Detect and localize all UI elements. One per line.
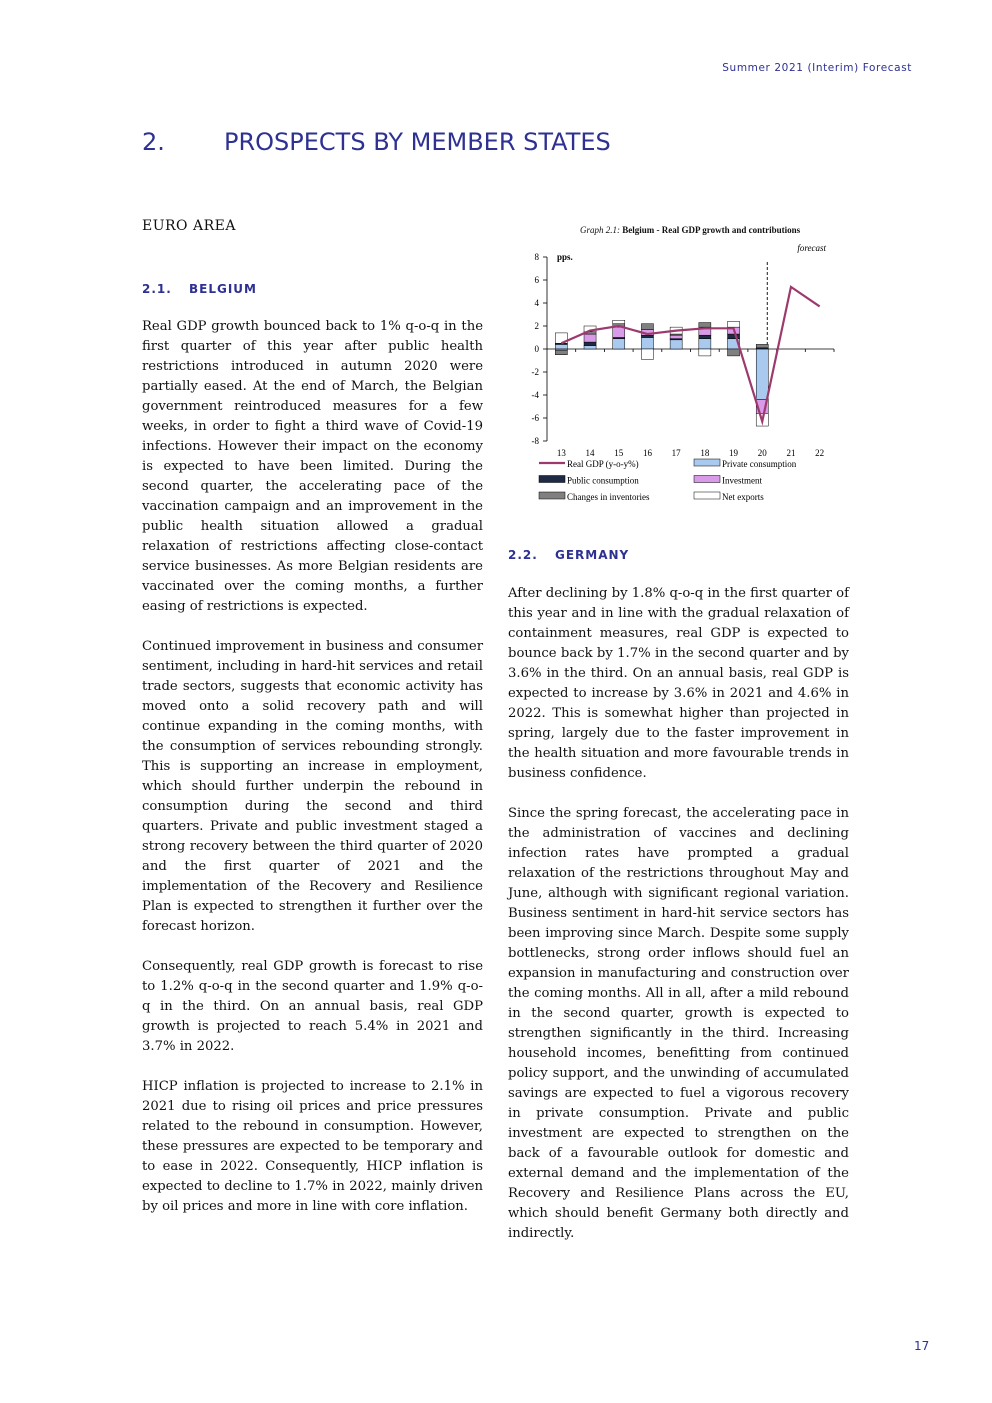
y-tick-label: -8 [531, 436, 539, 446]
section-heading-germany [508, 548, 629, 562]
legend-swatch-inventories [539, 492, 565, 499]
bar-investment [613, 327, 625, 337]
area-label: EURO AREA [142, 218, 236, 234]
paragraph: Continued improvement in business and consumer sentiment, including in hard-hit services and retail trade sectors, suggests that economic activity has moved onto a solid recovery path and will continue expanding in the coming months, with the consumption of services rebounding strongly. This is supporting an increase in employment, which should further underpin the rebound in consumption during the second and third quarters. Private and public investment staged a strong recovery between the third quarter of 2020 and the first quarter of 2021 and the implementation of the Recovery and Resilience Plan is expected to strengthen it further over the forecast horizon. [142, 639, 483, 934]
bar-investment [670, 335, 682, 338]
paragraph: Consequently, real GDP growth is forecast to rise to 1.2% q-o-q in the second quarter and 1.9% q-o-q in the third. On an annual basis, real GDP growth is projected to reach 5.4% in 2021 and 3.7% in 2022. [142, 959, 483, 1054]
chart-title-text: Belgium - Real GDP growth and contributions [622, 225, 801, 235]
x-tick-label: 20 [757, 448, 767, 458]
y-axis-label: pps. [557, 252, 573, 262]
legend-label: Private consumption [722, 459, 797, 469]
chart-title-prefix: Graph 2.1: [580, 225, 620, 235]
bar-public_consumption [699, 335, 711, 338]
chapter-heading [142, 128, 611, 156]
section-number: 2.1. [142, 282, 172, 296]
paragraph: Real GDP growth bounced back to 1% q-o-q in the first quarter of this year after public health restrictions introduced in autumn 2020 were partially eased. At the end of March, the Belgian government reintroduced measures for a few weeks, in order to fight a third wave of Covid-19 infections. However their impact on the economy is expected to have been limited. During the second quarter, the accelerating pace of the vaccination campaign and an improvement in the public health situation allowed a gradual relaxation of restrictions affecting close-contact service businesses. As more Belgian residents are vaccinated over the coming months, a further easing of restrictions is expected. [142, 319, 483, 614]
bar-private_consumption [584, 346, 596, 349]
bar-investment [584, 334, 596, 342]
paragraph: Since the spring forecast, the accelerating pace in the administration of vaccines and declining infection rates have prompted a gradual relaxation of the restrictions throughout May and June, although with significant regional variation. Business sentiment in hard-hit service sectors has been improving since March. Despite some supply bottlenecks, strong order inflows should fuel an expansion in manufacturing and construction over the coming months. All in all, after a mild rebound in the second quarter, growth is expected to strengthen significantly in the third. Increasing household incomes, benefitting from continued policy support, and the unwinding of accumulated savings are expected to fuel a vigorous recovery in private consumption. Private and public investment are expected to strengthen on the back of a favourable outlook for domestic and external demand and the implementation of the Recovery and Resilience Plans across the EU, which should benefit Germany both directly and indirectly. [508, 806, 849, 1241]
x-tick-label: 16 [642, 448, 652, 458]
bar-private_consumption [641, 338, 653, 350]
bar-public_consumption [584, 342, 596, 345]
legend-label: Real GDP (y-o-y%) [567, 459, 639, 469]
y-tick-label: 2 [534, 321, 539, 331]
chart-axes [532, 243, 835, 458]
bar-net_exports [641, 349, 653, 359]
running-header: Summer 2021 (Interim) Forecast [722, 62, 912, 74]
legend-label: Investment [722, 475, 762, 486]
paragraph: After declining by 1.8% q-o-q in the first quarter of this year and in line with the gradual relaxation of containment measures, real GDP is expected to bounce back by 1.7% in the second quarter and by 3.6% in the third. On an annual basis, real GDP is expected to increase by 3.6% in 2021 and 4.6% in 2022. This is somewhat higher than projected in spring, largely due to the faster improvement in the health situation and more favourable trends in business confidence. [508, 586, 849, 781]
bar-private_consumption [613, 339, 625, 349]
bar-private_consumption [670, 340, 682, 349]
x-tick-label: 18 [700, 448, 710, 458]
legend-swatch-investment [694, 476, 720, 483]
bar-inventories [699, 323, 711, 328]
legend-label: Changes in inventories [567, 492, 650, 502]
y-tick-label: -2 [531, 367, 539, 377]
forecast-annotation: forecast [797, 243, 826, 253]
y-tick-label: 8 [534, 252, 539, 262]
bar-inventories [756, 344, 768, 347]
x-tick-label: 15 [614, 448, 624, 458]
legend-label: Public consumption [567, 475, 639, 486]
y-tick-label: 4 [534, 298, 539, 308]
section-title: GERMANY [555, 548, 630, 562]
page-number: 17 [914, 1339, 930, 1353]
legend-swatch-private_consumption [694, 459, 720, 466]
bar-inventories [641, 324, 653, 330]
chapter-title: PROSPECTS BY MEMBER STATES [224, 128, 611, 156]
chapter-number: 2. [142, 128, 165, 156]
bar-net_exports [699, 349, 711, 356]
bar-net_exports [613, 320, 625, 323]
bar-net_exports [728, 321, 740, 327]
x-tick-label: 22 [815, 448, 825, 458]
bar-public_consumption [641, 335, 653, 337]
legend-swatch-public_consumption [539, 476, 565, 483]
x-tick-label: 21 [786, 448, 796, 458]
bar-private_consumption [555, 344, 567, 349]
x-tick-label: 17 [671, 448, 681, 458]
y-tick-label: 6 [534, 275, 539, 285]
chart-title [580, 225, 800, 235]
belgium-text-column [142, 317, 483, 1237]
gdp-line [561, 287, 819, 422]
legend-label: Net exports [722, 492, 764, 502]
bar-inventories [728, 349, 740, 356]
chart-gdp-line [561, 287, 819, 422]
chart-legend [539, 459, 797, 502]
x-tick-label: 19 [729, 448, 739, 458]
bar-private_consumption [699, 339, 711, 349]
section-title: BELGIUM [189, 282, 257, 296]
bar-inventories [555, 350, 567, 355]
germany-text-column [508, 584, 849, 1264]
x-tick-label: 14 [585, 448, 595, 458]
y-tick-label: -4 [531, 390, 539, 400]
y-tick-label: 0 [534, 344, 539, 354]
bar-private_consumption [756, 349, 768, 400]
x-tick-label: 13 [556, 448, 566, 458]
section-number: 2.2. [508, 548, 538, 562]
bar-public_consumption [728, 334, 740, 339]
paragraph: HICP inflation is projected to increase to 2.1% in 2021 due to rising oil prices and price pressures related to the rebound in consumption. However, these pressures are expected to be temporary and to ease in 2022. Consequently, HICP inflation is expected to decline to 1.7% in 2022, mainly driven by oil prices and more in line with core inflation. [142, 1079, 483, 1214]
gdp-contributions-chart [510, 240, 850, 510]
legend-swatch-net_exports [694, 492, 720, 499]
section-heading-belgium [142, 282, 257, 296]
y-tick-label: -6 [531, 413, 539, 423]
